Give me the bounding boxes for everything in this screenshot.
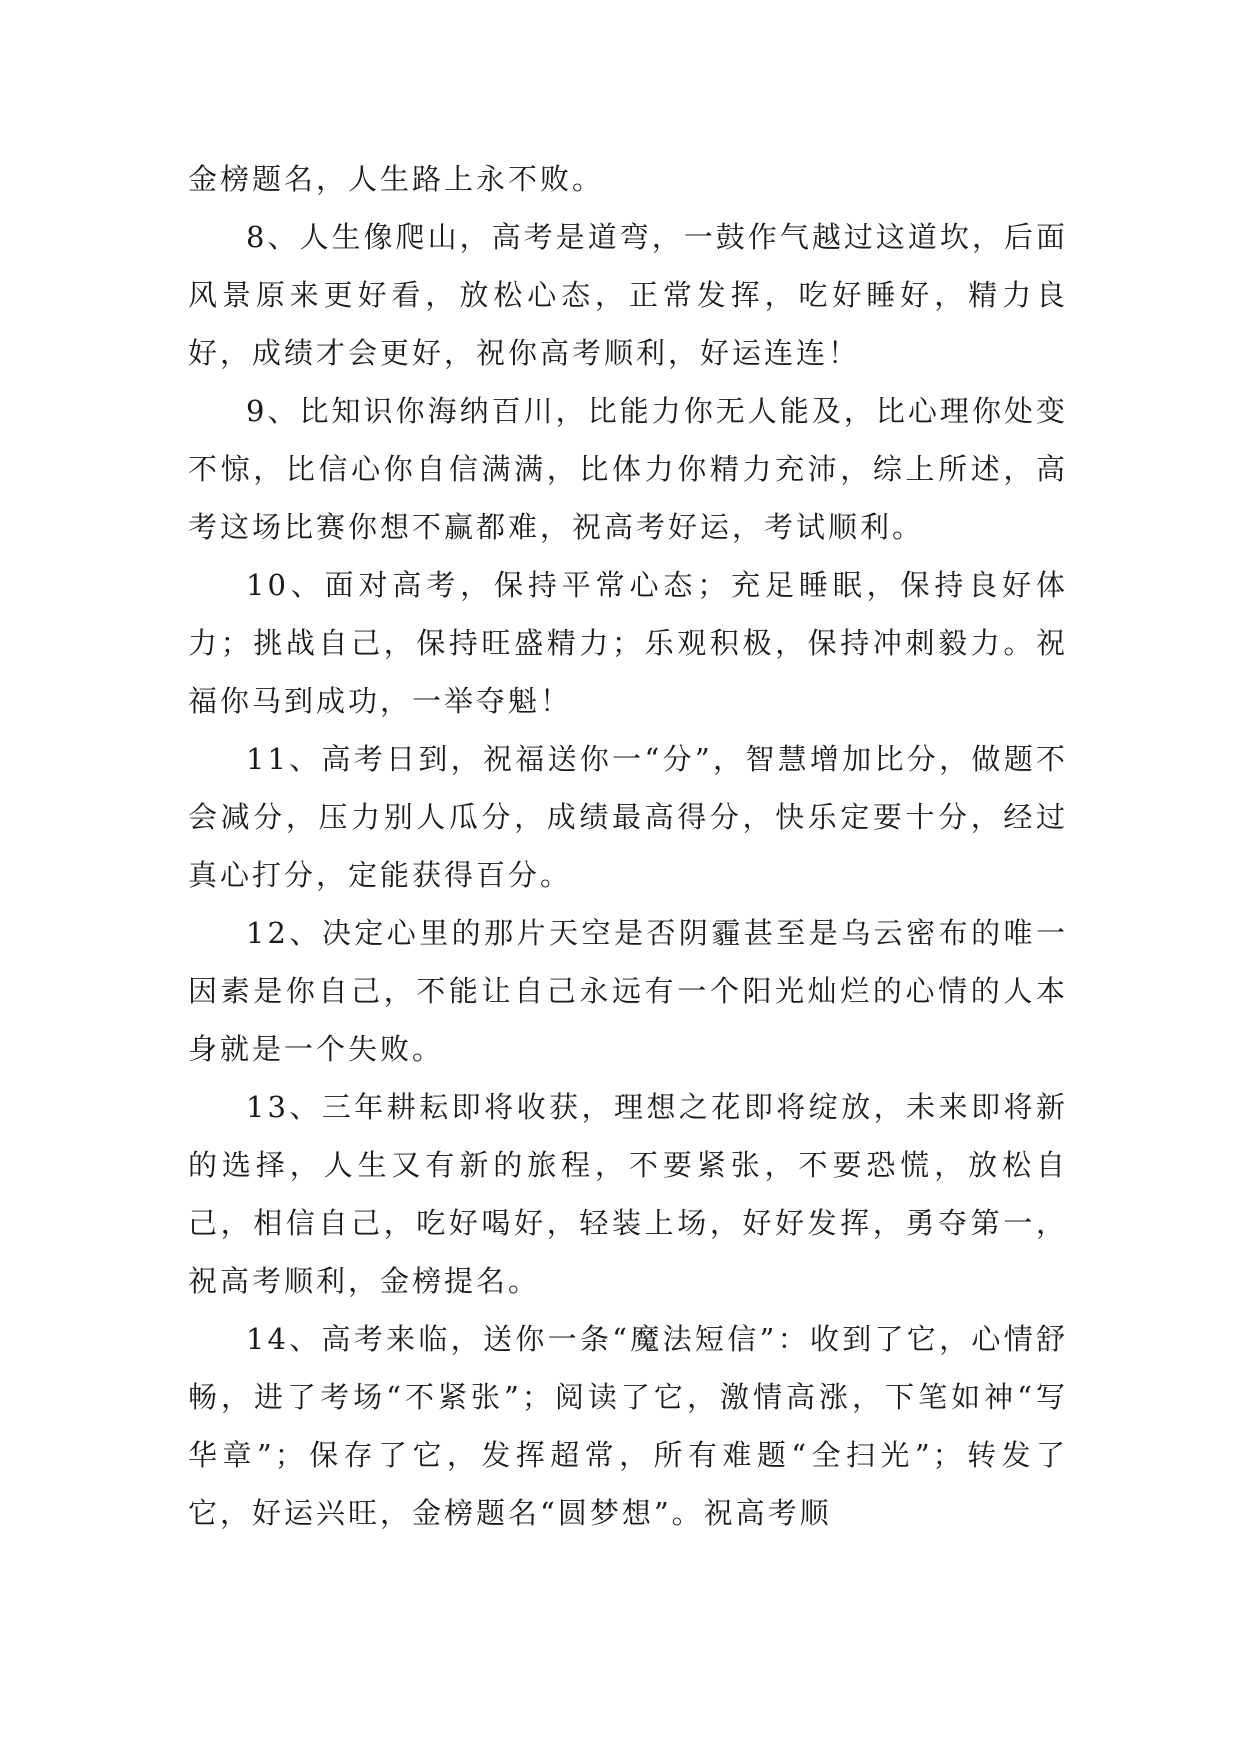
document-body bbox=[188, 150, 1068, 1542]
paragraph-item-8: 8、人生像爬山，高考是道弯，一鼓作气越过这道坎，后面风景原来更好看，放松心态，正常发挥，吃好睡好，精力良好，成绩才会更好，祝你高考顺利，好运连连！ bbox=[188, 220, 1068, 370]
paragraph-item-9: 9、比知识你海纳百川，比能力你无人能及，比心理你处变不惊，比信心你自信满满，比体力你精力充沛，综上所述，高考这场比赛你想不赢都难，祝高考好运，考试顺利。 bbox=[188, 394, 1068, 544]
paragraph-item-10: 10、面对高考，保持平常心态；充足睡眠，保持良好体力；挑战自己，保持旺盛精力；乐观积极，保持冲刺毅力。祝福你马到成功，一举夺魁！ bbox=[188, 568, 1068, 718]
paragraph-item-13: 13、三年耕耘即将收获，理想之花即将绽放，未来即将新的选择，人生又有新的旅程，不要紧张，不要恐慌，放松自己，相信自己，吃好喝好，轻装上场，好好发挥，勇夺第一，祝高考顺利，金榜提名。 bbox=[188, 1090, 1068, 1298]
paragraph-continued: 金榜题名，人生路上永不败。 bbox=[188, 162, 605, 196]
paragraph-item-11: 11、高考日到，祝福送你一“分”，智慧增加比分，做题不会减分，压力别人瓜分，成绩最高得分，快乐定要十分，经过真心打分，定能获得百分。 bbox=[188, 742, 1068, 892]
paragraph-item-12: 12、决定心里的那片天空是否阴霾甚至是乌云密布的唯一因素是你自己，不能让自己永远有一个阳光灿烂的心情的人本身就是一个失败。 bbox=[188, 916, 1068, 1066]
paragraph-item-14: 14、高考来临，送你一条“魔法短信”：收到了它，心情舒畅，进了考场“不紧张”；阅读了它，激情高涨，下笔如神“写华章”；保存了它，发挥超常，所有难题“全扫光”；转发了它，好运兴旺，金榜题名“圆梦想”。祝高考顺 bbox=[188, 1322, 1068, 1530]
